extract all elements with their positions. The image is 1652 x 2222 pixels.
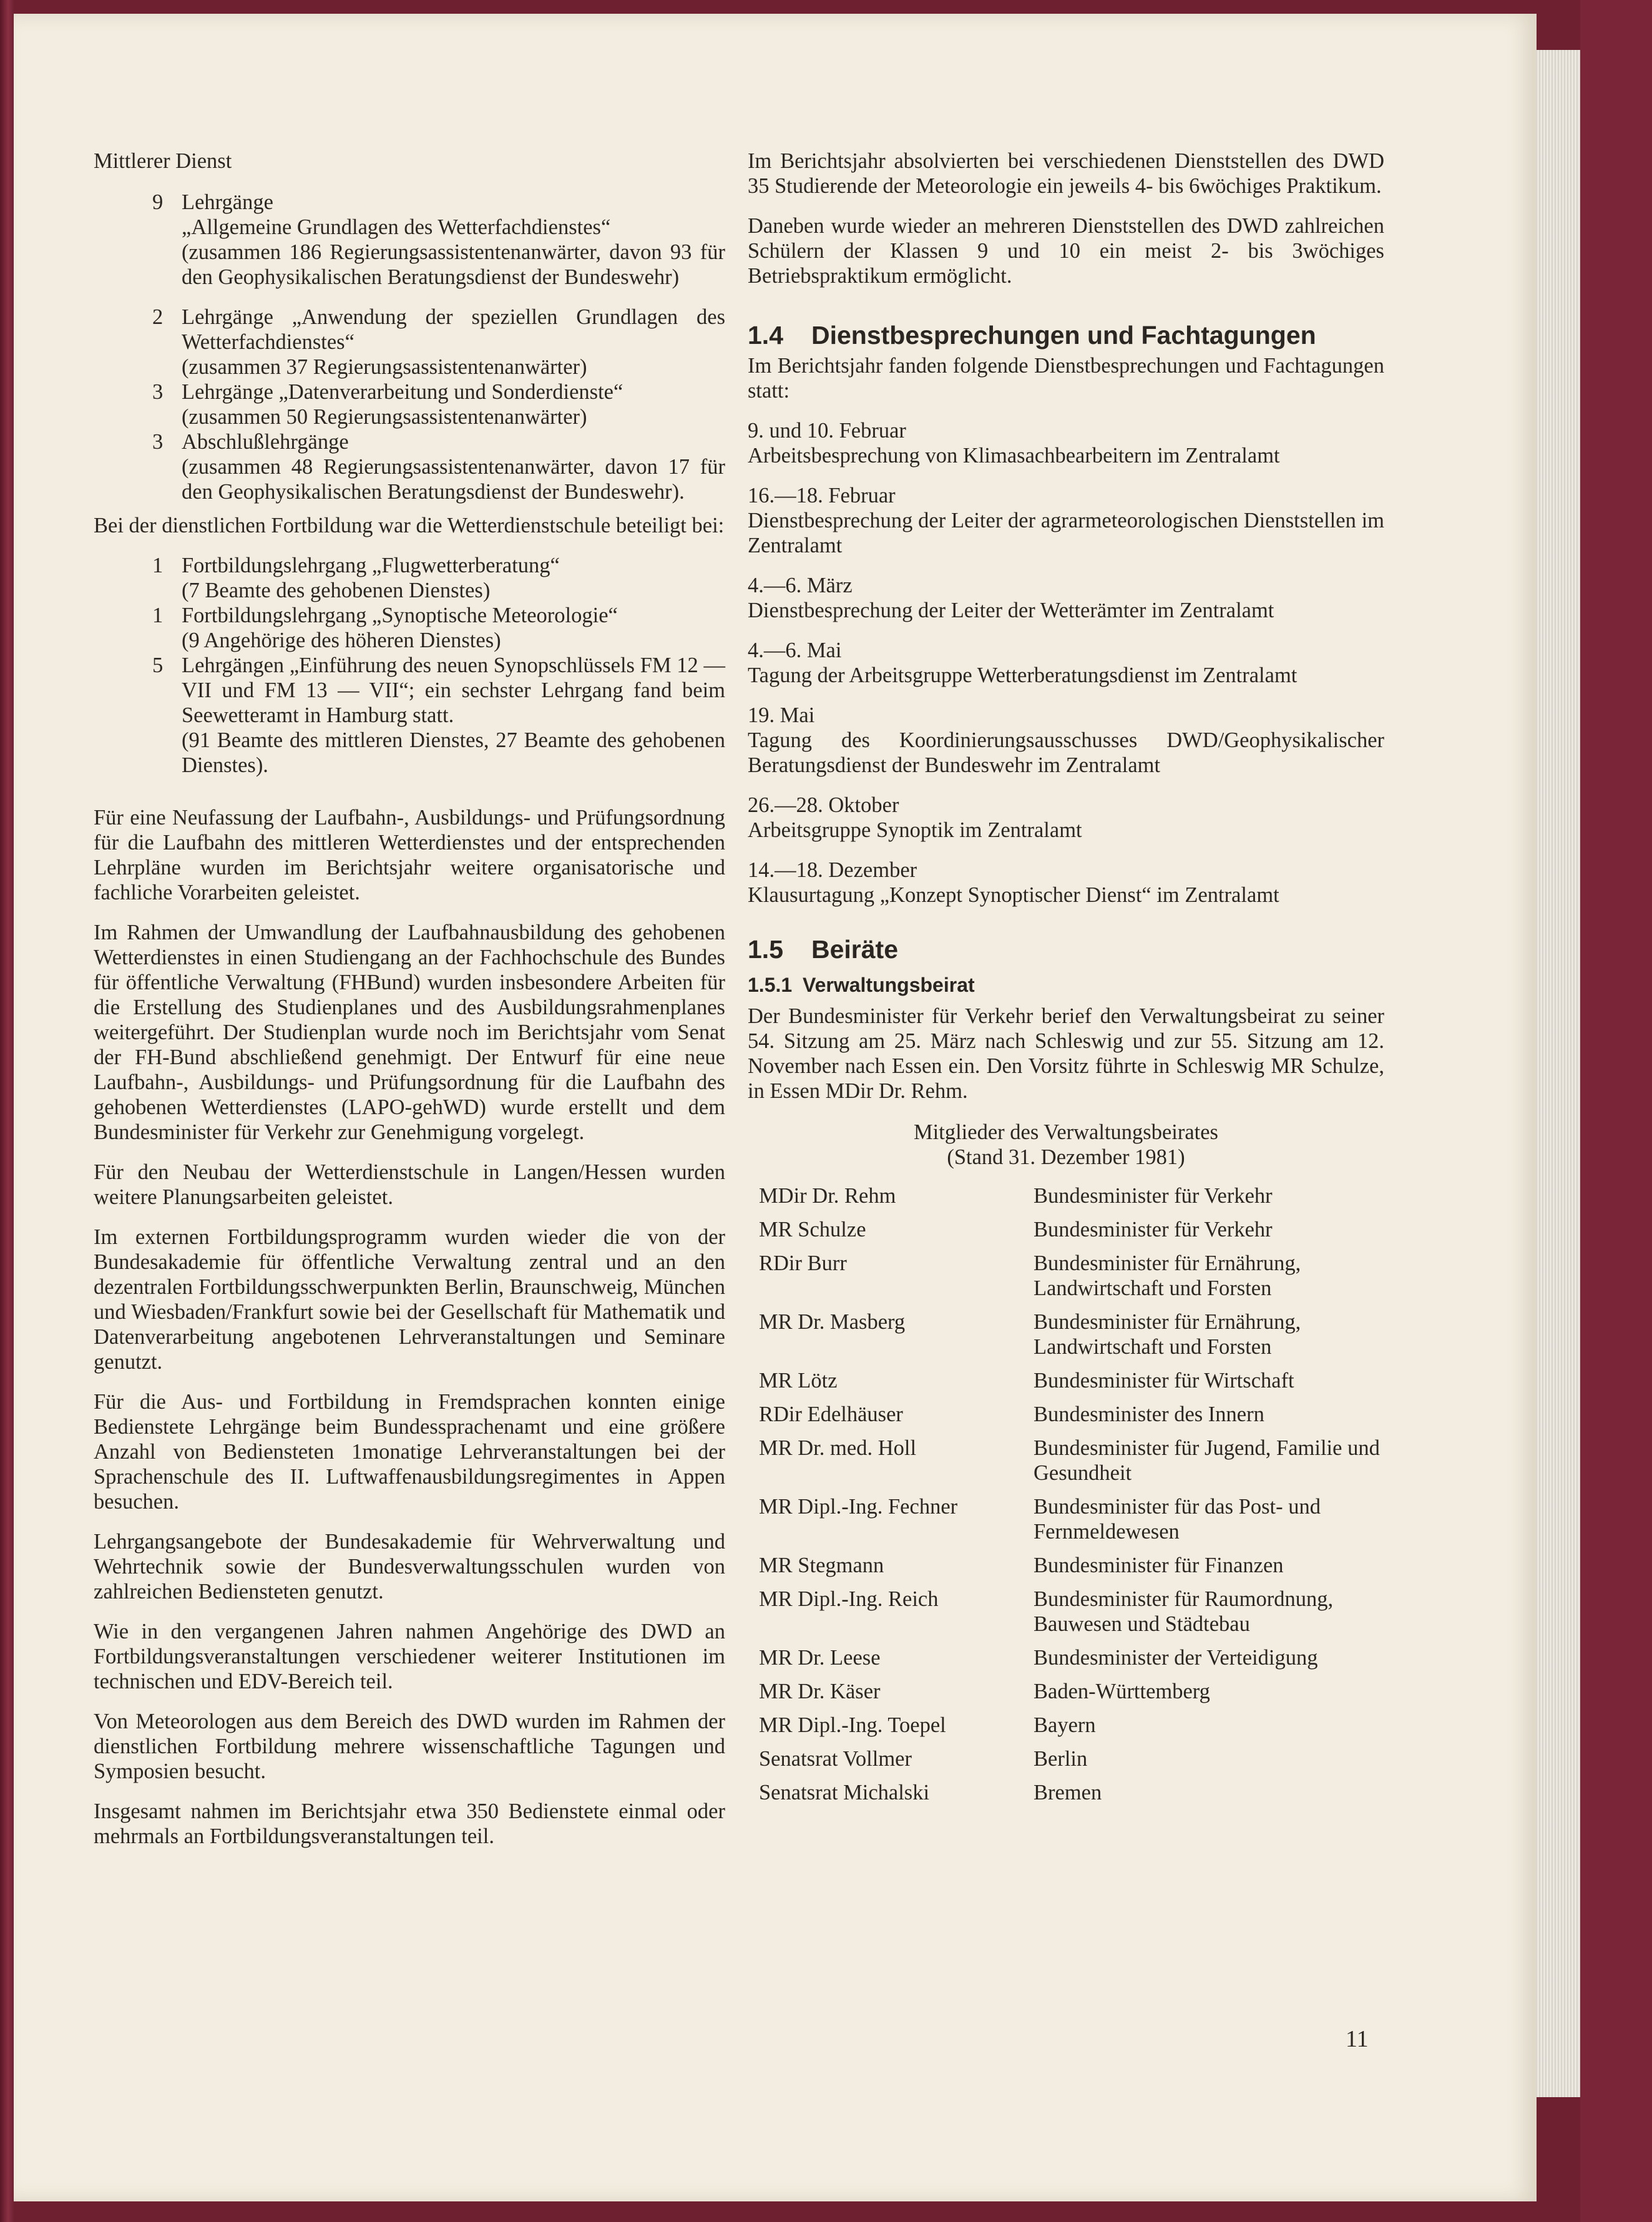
member-row [759, 1780, 1384, 1805]
course-line: (zusammen 50 Regierungsassistentenanwärter) [182, 405, 587, 429]
paragraph-training-intro: Bei der dienstlichen Fortbildung war die Wetterdienstschule beteiligt bei: [94, 514, 725, 537]
member-name: MR Stegmann [759, 1554, 884, 1577]
left-column [94, 149, 725, 1849]
book-cover-right [1580, 0, 1652, 2222]
training-line: (7 Beamte des gehobenen Dienstes) [182, 579, 491, 602]
members-table-title: Mitglieder des Verwaltungsbeirates [914, 1120, 1218, 1144]
training-line: (91 Beamte des mittleren Dienstes, 27 Beamte des gehobenen Dienstes). [182, 728, 725, 777]
member-name: MDir Dr. Rehm [759, 1184, 896, 1208]
member-row [759, 1217, 1384, 1242]
meeting-date: 14.—18. Dezember [748, 858, 917, 882]
meeting-description: Tagung des Koordinierungsausschusses DWD/Geophysikalischer Beratungsdienst der Bundeswehr im Zentralamt [748, 728, 1384, 777]
paragraph-school-internship: Daneben wurde wieder an mehreren Dienststellen des DWD zahlreichen Schülern der Klassen 9 und 10 ein meist 2- bis 3wöchiges Betriebspraktikum ermöglicht. [748, 214, 1384, 288]
member-name: MR Dipl.-Ing. Reich [759, 1587, 939, 1611]
section-title: Dienstbesprechungen und Fachtagungen [811, 321, 1316, 350]
member-organization: Bundesminister für Ernährung, Landwirtschaft und Forsten [1034, 1251, 1301, 1300]
meeting-date: 19. Mai [748, 703, 815, 727]
course-line: Lehrgänge „Anwendung der speziellen Grundlagen des Wetterfachdienstes“ [182, 305, 725, 354]
training-count: 1 [152, 604, 164, 627]
member-name: MR Schulze [759, 1218, 866, 1241]
member-organization: Bundesminister für Finanzen [1034, 1554, 1284, 1577]
meeting-description: Dienstbesprechung der Leiter der agrarmeteorologischen Dienststellen im Zentralamt [748, 509, 1384, 557]
course-count: 2 [152, 305, 164, 329]
course-line: (zusammen 37 Regierungsassistentenanwärter) [182, 355, 587, 379]
paragraph-advisory-board: Der Bundesminister für Verkehr berief den Verwaltungsbeirat zu seiner 54. Sitzung am 25. März nach Schleswig und zur 55. Sitzung am 12. November nach Essen ein. Den Vorsitz führte in Schleswig MR Schulze, in Essen MDir Dr. Rehm. [748, 1004, 1384, 1103]
course-item [152, 429, 725, 504]
right-column [748, 149, 1384, 1805]
page-edges [1537, 50, 1580, 2097]
meeting-description: Klausurtagung „Konzept Synoptischer Dienst“ im Zentralamt [748, 883, 1279, 907]
paragraph: Im Rahmen der Umwandlung der Laufbahnausbildung des gehobenen Wetterdienstes in einen Studiengang an der Fachhochschule des Bundes für öffentliche Verwaltung (FHBund) wurden insbesondere Arbeiten für die Erstellung des Studienplanes und des Ausbildungsrahmenplanes weitergeführt. Der Studienplan wurde noch im Berichtsjahr vom Senat der FH-Bund abschließend genehmigt. Der Entwurf für eine neue Laufbahn-, Ausbildungs- und Prüfungsordnung für die Laufbahn des gehobenen Wetterdienstes (LAPO-gehWD) wurde erstellt und dem Bundesminister für Verkehr zur Genehmigung vorgelegt. [94, 921, 725, 1144]
member-row [759, 1746, 1384, 1771]
meeting-date: 4.—6. März [748, 574, 853, 597]
paragraph-internship: Im Berichtsjahr absolvierten bei verschiedenen Dienststellen des DWD 35 Studierende der Meteorologie ein jeweils 4- bis 6wöchiges Praktikum. [748, 149, 1384, 198]
course-count: 3 [152, 430, 164, 454]
paragraph-meetings-intro: Im Berichtsjahr fanden folgende Dienstbesprechungen und Fachtagungen statt: [748, 354, 1384, 403]
course-item [152, 305, 725, 379]
member-row [759, 1587, 1384, 1637]
section-number: 1.4 [748, 321, 783, 350]
member-row [759, 1368, 1384, 1393]
course-line: „Allgemeine Grundlagen des Wetterfachdienstes“ [182, 215, 611, 239]
paragraph: Insgesamt nahmen im Berichtsjahr etwa 350 Bedienstete einmal oder mehrmals an Fortbildungsveranstaltungen teil. [94, 1799, 725, 1848]
member-name: Senatsrat Michalski [759, 1781, 930, 1804]
training-line: Lehrgängen „Einführung des neuen Synopschlüssels FM 12 — VII und FM 13 — VII“; ein sechster Lehrgang fand beim Seewetteramt in Hamburg statt. [182, 653, 725, 727]
member-row [759, 1402, 1384, 1427]
member-organization: Bayern [1034, 1713, 1096, 1737]
meeting-date: 26.—28. Oktober [748, 793, 899, 817]
training-count: 1 [152, 554, 164, 577]
page-number: 11 [1346, 2026, 1369, 2052]
course-line: Lehrgänge [182, 190, 273, 214]
training-item [152, 653, 725, 778]
paragraph: Für die Aus- und Fortbildung in Fremdsprachen konnten einige Bedienstete Lehrgänge beim Bundessprachenamt und eine größere Anzahl von Bediensteten 1monatige Lehrveranstaltungen bei der Sprachenschule des II. Luftwaffenausbildungsregimentes in Appen besuchen. [94, 1390, 725, 1514]
member-name: RDir Burr [759, 1251, 847, 1275]
training-count: 5 [152, 653, 164, 677]
member-name: MR Lötz [759, 1369, 838, 1392]
member-organization: Baden-Württemberg [1034, 1680, 1210, 1703]
member-organization: Bundesminister des Innern [1034, 1402, 1264, 1426]
course-line: (zusammen 48 Regierungsassistentenanwärter, davon 17 für den Geophysikalischen Beratungsdienst der Bundeswehr). [182, 455, 725, 504]
course-line: (zusammen 186 Regierungsassistentenanwärter, davon 93 für den Geophysikalischen Beratungsdienst der Bundeswehr) [182, 240, 725, 289]
member-name: MR Dipl.-Ing. Toepel [759, 1713, 946, 1737]
member-row [759, 1183, 1384, 1208]
course-count: 3 [152, 380, 164, 404]
book-binding-left [0, 0, 14, 2222]
member-organization: Berlin [1034, 1747, 1088, 1771]
member-name: MR Dr. Käser [759, 1680, 881, 1703]
paragraph: Von Meteorologen aus dem Bereich des DWD wurden im Rahmen der dienstlichen Fortbildung mehrere wissenschaftliche Tagungen und Symposien besucht. [94, 1710, 725, 1783]
meeting-date: 9. und 10. Februar [748, 419, 906, 443]
paragraph: Im externen Fortbildungsprogramm wurden wieder die von der Bundesakademie für öffentliche Verwaltung zentral und an den dezentralen Fortbildungsschwerpunkten Berlin, Braunschweig, München und Wiesbaden/Frankfurt sowie bei der Gesellschaft für Mathematik und Datenverarbeitung angebotenen Lehrveranstaltungen und Seminare genutzt. [94, 1225, 725, 1374]
member-organization: Bundesminister für das Post- und Fernmeldewesen [1034, 1495, 1321, 1544]
member-row [759, 1553, 1384, 1578]
member-organization: Bundesminister für Wirtschaft [1034, 1369, 1294, 1392]
member-organization: Bundesminister für Jugend, Familie und Gesundheit [1034, 1436, 1380, 1485]
section-heading-1-4 [748, 321, 1384, 350]
training-line: Fortbildungslehrgang „Synoptische Meteorologie“ [182, 604, 618, 627]
training-item [152, 553, 725, 603]
meeting-date: 4.—6. Mai [748, 639, 842, 662]
meeting-description: Dienstbesprechung der Leiter der Wetterämter im Zentralamt [748, 599, 1274, 622]
member-name: RDir Edelhäuser [759, 1402, 903, 1426]
paragraph: Lehrgangsangebote der Bundesakademie für Wehrverwaltung und Wehrtechnik sowie der Bundesverwaltungsschulen wurden von zahlreichen Bediensteten genutzt. [94, 1530, 725, 1603]
paragraph: Wie in den vergangenen Jahren nahmen Angehörige des DWD an Fortbildungsveranstaltungen verschiedener weiterer Institutionen im technischen und EDV-Bereich teil. [94, 1620, 725, 1693]
subsection-title: Verwaltungsbeirat [803, 974, 975, 996]
training-line: (9 Angehörige des höheren Dienstes) [182, 629, 501, 652]
training-item [152, 603, 725, 653]
course-item [152, 379, 725, 429]
member-row [759, 1713, 1384, 1738]
member-row [759, 1436, 1384, 1485]
paragraph: Für den Neubau der Wetterdienstschule in Langen/Hessen wurden weitere Planungsarbeiten geleistet. [94, 1160, 725, 1209]
member-organization: Bundesminister für Ernährung, Landwirtschaft und Forsten [1034, 1310, 1301, 1359]
training-line: Fortbildungslehrgang „Flugwetterberatung“ [182, 554, 560, 577]
course-count: 9 [152, 190, 164, 214]
section-heading-mittlerer-dienst: Mittlerer Dienst [94, 149, 232, 173]
meeting-description: Arbeitsbesprechung von Klimasachbearbeitern im Zentralamt [748, 444, 1280, 467]
member-name: MR Dipl.-Ing. Fechner [759, 1495, 958, 1519]
member-row [759, 1494, 1384, 1544]
member-organization: Bundesminister der Verteidigung [1034, 1646, 1318, 1670]
subsection-heading-1-5-1 [748, 972, 1384, 997]
member-name: Senatsrat Vollmer [759, 1747, 912, 1771]
member-row [759, 1645, 1384, 1670]
course-line: Abschlußlehrgänge [182, 430, 349, 454]
meeting-description: Arbeitsgruppe Synoptik im Zentralamt [748, 818, 1082, 842]
section-number: 1.5 [748, 935, 783, 964]
member-row [759, 1251, 1384, 1301]
course-line: Lehrgänge „Datenverarbeitung und Sonderdienste“ [182, 380, 623, 404]
member-row [759, 1309, 1384, 1359]
member-name: MR Dr. Masberg [759, 1310, 906, 1334]
member-name: MR Dr. med. Holl [759, 1436, 917, 1460]
member-name: MR Dr. Leese [759, 1646, 881, 1670]
course-list [152, 190, 725, 504]
section-title: Beiräte [811, 935, 899, 964]
section-heading-1-5 [748, 935, 1384, 964]
meeting-date: 16.—18. Februar [748, 484, 896, 507]
member-organization: Bundesminister für Verkehr [1034, 1218, 1273, 1241]
member-organization: Bremen [1034, 1781, 1102, 1804]
subsection-number: 1.5.1 [748, 974, 793, 996]
member-row [759, 1679, 1384, 1704]
meeting-description: Tagung der Arbeitsgruppe Wetterberatungsdienst im Zentralamt [748, 663, 1298, 687]
member-organization: Bundesminister für Raumordnung, Bauwesen und Städtebau [1034, 1587, 1334, 1636]
course-item [152, 190, 725, 290]
members-table-subtitle: (Stand 31. Dezember 1981) [947, 1145, 1185, 1169]
members-table [759, 1183, 1384, 1805]
meeting-list [748, 418, 1384, 908]
member-organization: Bundesminister für Verkehr [1034, 1184, 1273, 1208]
paragraph: Für eine Neufassung der Laufbahn-, Ausbildungs- und Prüfungsordnung für die Laufbahn des mittleren Wetterdienstes und der entsprechenden Lehrpläne wurden im Berichtsjahr weitere organisatorische und fachliche Vorarbeiten geleistet. [94, 806, 725, 904]
training-list [152, 553, 725, 778]
